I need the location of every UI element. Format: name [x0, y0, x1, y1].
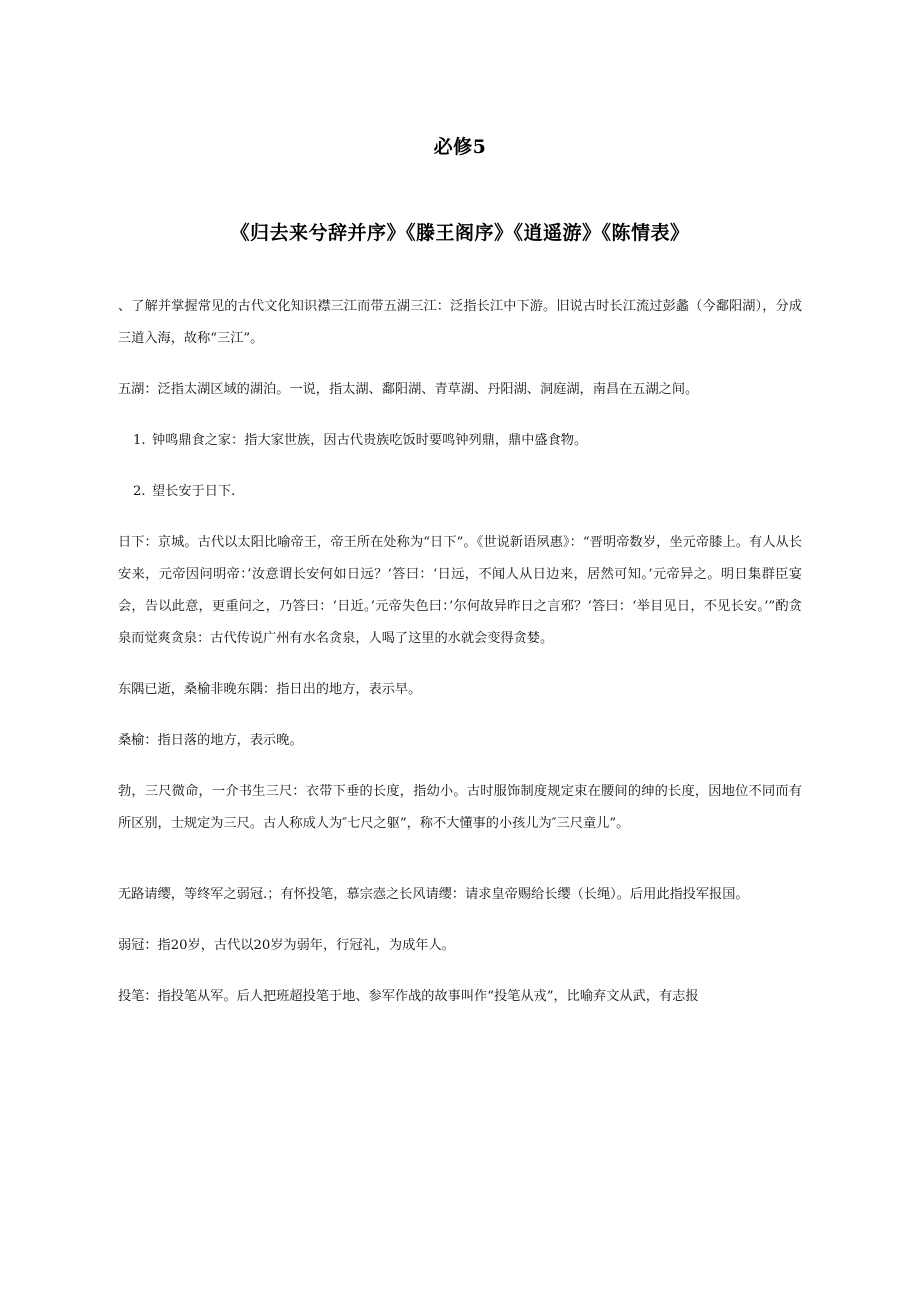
- document-content: [118, 0, 802, 1013]
- list-item-number: 1.: [133, 432, 146, 448]
- list-item-label: 望长安于日下.: [152, 483, 236, 499]
- paragraph-wuhu: 五湖：泛指太湖区域的湖泊。一说，指太湖、鄱阳湖、青草湖、丹阳湖、洞庭湖，南昌在五湖之间。: [118, 381, 699, 397]
- list-item: [118, 476, 802, 508]
- paragraph-ruoguan: 弱冠：指20岁，古代以20岁为弱年，行冠礼，为成年人。: [118, 937, 455, 953]
- page-title: 必修5: [433, 136, 487, 158]
- document-body: [118, 249, 802, 1013]
- paragraph-toubi: 投笔：指投笔从军。后人把班超投笔于地、参军作战的故事叫作“投笔从戎”，比喻弃文从武，有志报: [118, 988, 699, 1004]
- document-subtitle: 《归去来兮辞并序》《滕王阁序》《逍遥游》《陈情表》: [230, 222, 690, 245]
- paragraph-spacer: [118, 859, 802, 879]
- paragraph-sanjiang: 、了解并掌握常见的古代文化知识襟三江而带五湖三江：泛指长江中下游。旧说古时长江流过彭蠡（今鄱阳湖），分成三道入海，故称“三江”。: [118, 298, 802, 346]
- list-item-number: 2.: [133, 483, 146, 499]
- paragraph-dongyu: 东隅已逝，桑榆非晚东隅：指日出的地方，表示早。: [118, 681, 422, 697]
- paragraph-qingying: 无路请缨，等终军之弱冠.；有怀投笔，慕宗悫之长风请缨：请求皇帝赐给长缨（长绳）。后用此指投军报国。: [118, 886, 749, 902]
- list-item: [118, 425, 802, 457]
- paragraph-sangyu: 桑榆：指日落的地方，表示晚。: [118, 732, 303, 748]
- paragraph-rixia: 日下：京城。古代以太阳比喻帝王，帝王所在处称为“日下”。《世说新语夙惠》：“晋明帝数岁，坐元帝膝上。有人从长安来，元帝因问明帝：’汝意谓长安何如日远？’答曰：‘日远，不闻人从日边来，居然可知。’元帝异之。明日集群臣宴会，告以此意，更重问之，乃答曰：‘日近。’元帝失色曰：’尔何故异昨日之言邪？’答曰：‘举目见日，不见长安。’”酌贪泉而觉爽贪泉：古代传说广州有水名贪泉，人喝了这里的水就会变得贪婪。: [118, 534, 802, 646]
- paragraph-sanchi: 勃，三尺微命，一介书生三尺：衣带下垂的长度，指幼小。古时服饰制度规定束在腰间的绅的长度，因地位不同而有所区别，士规定为三尺。古人称成人为″七尺之躯”，称不大懂事的小孩儿为″三尺童儿”。: [118, 783, 802, 831]
- list-item-label: 钟鸣鼎食之家：指大家世族，因古代贵族吃饭时要鸣钟列鼎，鼎中盛食物。: [152, 432, 588, 448]
